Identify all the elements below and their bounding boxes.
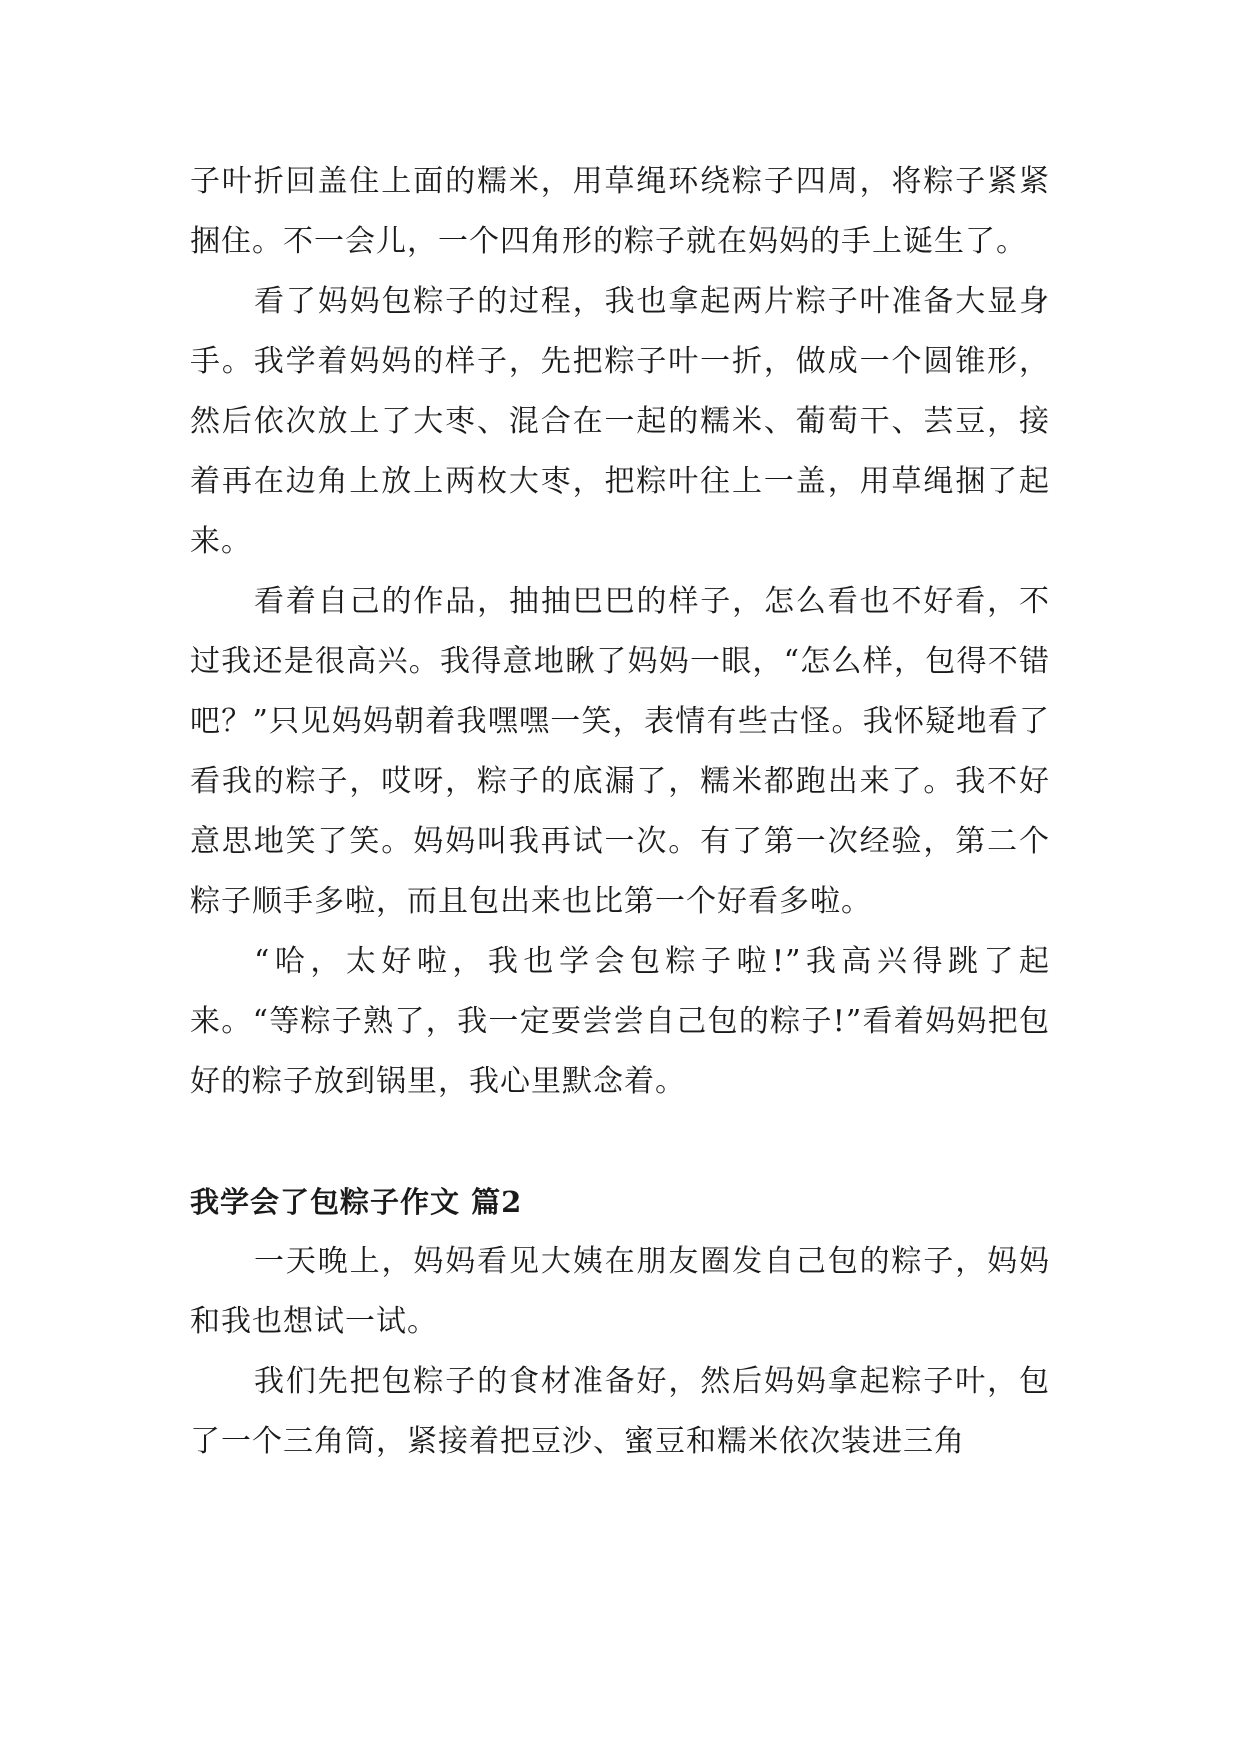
paragraph-1: 子叶折回盖住上面的糯米，用草绳环绕粽子四周，将粽子紧紧捆住。不一会儿，一个四角形的粽子就在妈妈的手上诞生了。 <box>190 164 1050 259</box>
paragraph-5: 一天晚上，妈妈看见大姨在朋友圈发自己包的粽子，妈妈和我也想试一试。 <box>190 1244 1050 1339</box>
paragraph-4: “哈，太好啦，我也学会包粽子啦!”我高兴得跳了起来。“等粽子熟了，我一定要尝尝自己包的粽子!”看着妈妈把包好的粽子放到锅里，我心里默念着。 <box>190 944 1050 1099</box>
section-title: 我学会了包粽子作文 篇2 <box>190 1185 523 1219</box>
paragraph-2: 看了妈妈包粽子的过程，我也拿起两片粽子叶准备大显身手。我学着妈妈的样子，先把粽子叶一折，做成一个圆锥形，然后依次放上了大枣、混合在一起的糯米、葡萄干、芸豆，接着再在边角上放上两枚大枣，把粽叶往上一盖，用草绳捆了起来。 <box>190 284 1050 559</box>
document-page <box>190 152 1050 1472</box>
paragraph-6: 我们先把包粽子的食材准备好，然后妈妈拿起粽子叶，包了一个三角筒，紧接着把豆沙、蜜豆和糯米依次装进三角 <box>190 1364 1050 1459</box>
paragraph-3: 看着自己的作品，抽抽巴巴的样子，怎么看也不好看，不过我还是很高兴。我得意地瞅了妈妈一眼，“怎么样，包得不错吧？”只见妈妈朝着我嘿嘿一笑，表情有些古怪。我怀疑地看了看我的粽子，哎呀，粽子的底漏了，糯米都跑出来了。我不好意思地笑了笑。妈妈叫我再试一次。有了第一次经验，第二个粽子顺手多啦，而且包出来也比第一个好看多啦。 <box>190 584 1050 919</box>
